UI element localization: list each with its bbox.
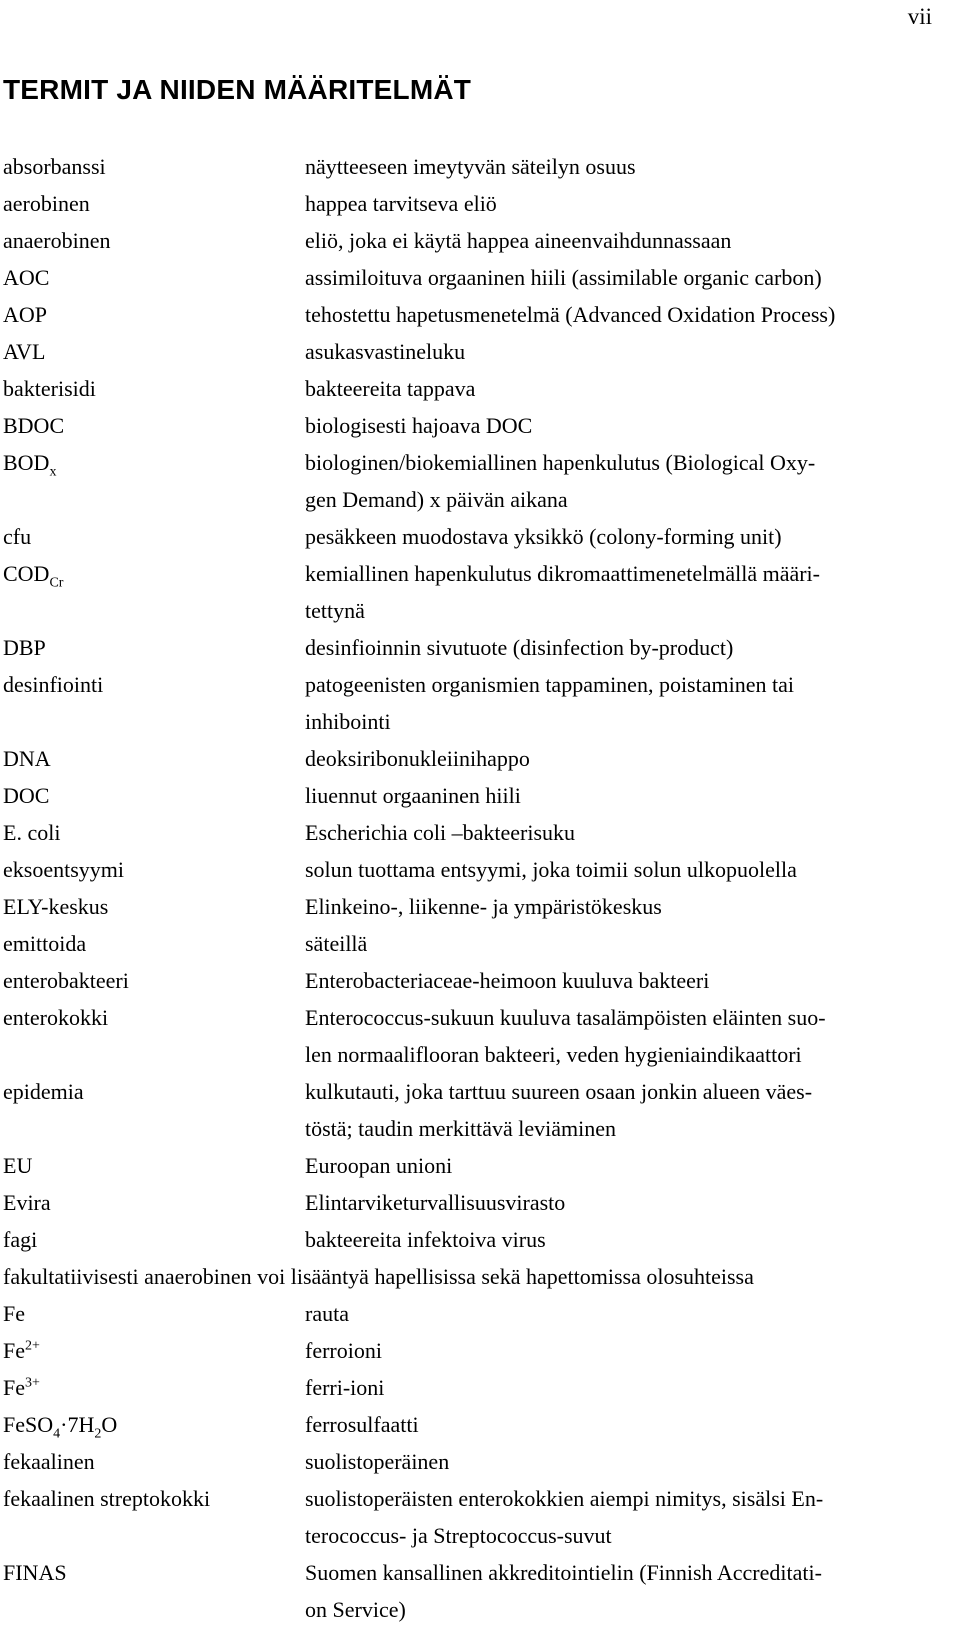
glossary-term bbox=[3, 555, 305, 629]
glossary-term: bakterisidi bbox=[3, 376, 96, 401]
glossary-term: ELY-keskus bbox=[3, 894, 109, 919]
definition-line: säteillä bbox=[305, 931, 368, 956]
term-text: COD bbox=[3, 561, 50, 586]
glossary-entry bbox=[3, 1443, 933, 1480]
term-text: Fe bbox=[3, 1338, 25, 1363]
definition-line: eliö, joka ei käytä happea aineenvaihdunnassaan bbox=[305, 228, 732, 253]
glossary-definition bbox=[305, 1147, 933, 1184]
glossary-term: eksoentsyymi bbox=[3, 857, 124, 882]
glossary-entry bbox=[3, 1221, 933, 1258]
glossary-term: absorbanssi bbox=[3, 154, 106, 179]
page-heading: TERMIT JA NIIDEN MÄÄRITELMÄT bbox=[3, 74, 472, 105]
term-subscript: 2 bbox=[94, 1426, 102, 1442]
glossary-term: DBP bbox=[3, 635, 46, 660]
glossary-definition bbox=[305, 1480, 933, 1554]
glossary-definition bbox=[305, 1184, 933, 1221]
glossary-term: DNA bbox=[3, 746, 51, 771]
glossary-definition bbox=[305, 888, 933, 925]
term-superscript: 3+ bbox=[25, 1375, 40, 1391]
glossary-term: E. coli bbox=[3, 820, 61, 845]
glossary-entry bbox=[3, 222, 933, 259]
definition-line: Suomen kansallinen akkreditointielin (Finnish Accreditati- bbox=[305, 1560, 822, 1585]
term-superscript: 2+ bbox=[25, 1338, 40, 1354]
glossary-term: enterobakteeri bbox=[3, 968, 129, 993]
glossary-definition bbox=[305, 962, 933, 999]
glossary-entry bbox=[3, 925, 933, 962]
definition-line: pesäkkeen muodostava yksikkö (colony-forming unit) bbox=[305, 524, 782, 549]
glossary-entry bbox=[3, 962, 933, 999]
glossary-entry bbox=[3, 851, 933, 888]
glossary-entry bbox=[3, 814, 933, 851]
glossary-term: fekaalinen streptokokki bbox=[3, 1486, 211, 1511]
definition-line: happea tarvitseva eliö bbox=[305, 191, 497, 216]
definition-line: on Service) bbox=[305, 1597, 406, 1622]
glossary-entry bbox=[3, 259, 933, 296]
glossary-full-line: fakultatiivisesti anaerobinen voi lisääntyä hapellisissa sekä hapettomissa olosuhteissa bbox=[3, 1264, 754, 1289]
glossary-entry bbox=[3, 1480, 933, 1554]
glossary-entry bbox=[3, 629, 933, 666]
glossary-term: emittoida bbox=[3, 931, 87, 956]
glossary-definition: suolistoperäinen bbox=[305, 1449, 450, 1474]
glossary-entry bbox=[3, 1184, 933, 1221]
definition-line: biologisesti hajoava DOC bbox=[305, 413, 533, 438]
glossary-entry bbox=[3, 1073, 933, 1147]
glossary-term: cfu bbox=[3, 524, 32, 549]
definition-line: assimiloituva orgaaninen hiili (assimilable organic carbon) bbox=[305, 265, 822, 290]
glossary-term: Fe bbox=[3, 1301, 25, 1326]
glossary-entry bbox=[3, 777, 933, 814]
glossary-definition bbox=[305, 185, 933, 222]
glossary-term: AOC bbox=[3, 265, 50, 290]
definition-line: töstä; taudin merkittävä leviäminen bbox=[305, 1116, 616, 1141]
glossary-term bbox=[3, 1369, 305, 1406]
term-text: BOD bbox=[3, 450, 50, 475]
glossary-entry bbox=[3, 333, 933, 370]
glossary-definition bbox=[305, 777, 933, 814]
glossary-definition bbox=[305, 259, 933, 296]
definition-line: näytteeseen imeytyvän säteilyn osuus bbox=[305, 154, 636, 179]
definition-line: Euroopan unioni bbox=[305, 1153, 453, 1178]
glossary-term: FINAS bbox=[3, 1560, 67, 1585]
definition-line: tehostettu hapetusmenetelmä (Advanced Oxidation Process) bbox=[305, 302, 836, 327]
term-subscript: Cr bbox=[49, 575, 64, 591]
definition-line: asukasvastineluku bbox=[305, 339, 466, 364]
glossary-definition bbox=[305, 666, 933, 740]
glossary-definition bbox=[305, 555, 933, 629]
definition-line: tettynä bbox=[305, 598, 365, 623]
definition-line: Elintarviketurvallisuusvirasto bbox=[305, 1190, 566, 1215]
glossary-term: BDOC bbox=[3, 413, 65, 438]
glossary-entry bbox=[3, 1295, 933, 1332]
definition-line: liuennut orgaaninen hiili bbox=[305, 783, 521, 808]
glossary-entry bbox=[3, 185, 933, 222]
glossary-entry bbox=[3, 518, 933, 555]
definition-line: len normaaliflooran bakteeri, veden hygieniaindikaattori bbox=[305, 1042, 802, 1067]
glossary-definition bbox=[305, 851, 933, 888]
glossary-definition bbox=[305, 370, 933, 407]
term-subscript: 4 bbox=[53, 1426, 61, 1442]
glossary-term: aerobinen bbox=[3, 191, 90, 216]
page-number: vii bbox=[907, 4, 932, 29]
glossary-definition bbox=[305, 333, 933, 370]
term-subscript: x bbox=[49, 464, 57, 480]
glossary-term: fekaalinen bbox=[3, 1449, 95, 1474]
definition-line: desinfioinnin sivutuote (disinfection by-product) bbox=[305, 635, 734, 660]
glossary-entry bbox=[3, 1369, 933, 1406]
glossary-entry bbox=[3, 555, 933, 629]
glossary-term bbox=[3, 1332, 305, 1369]
definition-line: Enterococcus-sukuun kuuluva tasalämpöisten eläinten suo- bbox=[305, 1005, 826, 1030]
definition-line: bakteereita tappava bbox=[305, 376, 476, 401]
glossary-definition: ferrosulfaatti bbox=[305, 1412, 419, 1437]
glossary-entry bbox=[3, 1554, 933, 1628]
glossary-entry bbox=[3, 407, 933, 444]
glossary-definition bbox=[305, 999, 933, 1073]
glossary-term: desinfiointi bbox=[3, 672, 104, 697]
definition-line: terococcus- ja Streptococcus-suvut bbox=[305, 1523, 612, 1548]
glossary-entry bbox=[3, 1406, 933, 1443]
definition-line: Elinkeino-, liikenne- ja ympäristökeskus bbox=[305, 894, 662, 919]
definition-line: biologinen/biokemiallinen hapenkulutus (Biological Oxy- bbox=[305, 450, 816, 475]
definition-line: gen Demand) x päivän aikana bbox=[305, 487, 568, 512]
glossary-term bbox=[3, 1406, 305, 1443]
definition-line: Escherichia coli –bakteerisuku bbox=[305, 820, 576, 845]
glossary-term: enterokokki bbox=[3, 1005, 109, 1030]
definition-line: deoksiribonukleiinihappo bbox=[305, 746, 530, 771]
glossary-definition bbox=[305, 407, 933, 444]
definition-line: inhibointi bbox=[305, 709, 391, 734]
glossary-entry bbox=[3, 999, 933, 1073]
glossary-entry bbox=[3, 1147, 933, 1184]
glossary-entry bbox=[3, 444, 933, 518]
glossary-entry bbox=[3, 888, 933, 925]
glossary-entry bbox=[3, 666, 933, 740]
glossary-list bbox=[3, 148, 933, 1628]
glossary-entry bbox=[3, 740, 933, 777]
glossary-entry bbox=[3, 148, 933, 185]
definition-line: kulkutauti, joka tarttuu suureen osaan jonkin alueen väes- bbox=[305, 1079, 813, 1104]
glossary-definition: ferri-ioni bbox=[305, 1375, 385, 1400]
glossary-term: AVL bbox=[3, 339, 46, 364]
glossary-term: EU bbox=[3, 1153, 33, 1178]
glossary-entry bbox=[3, 1332, 933, 1369]
glossary-definition bbox=[305, 296, 933, 333]
glossary-definition bbox=[305, 222, 933, 259]
glossary-definition bbox=[305, 740, 933, 777]
glossary-entry bbox=[3, 370, 933, 407]
definition-line: solun tuottama entsyymi, joka toimii solun ulkopuolella bbox=[305, 857, 797, 882]
definition-line: suolistoperäisten enterokokkien aiempi nimitys, sisälsi En- bbox=[305, 1486, 824, 1511]
definition-line: kemiallinen hapenkulutus dikromaattimenetelmällä määri- bbox=[305, 561, 820, 586]
glossary-term: Evira bbox=[3, 1190, 51, 1215]
glossary-entry bbox=[3, 296, 933, 333]
glossary-definition bbox=[305, 1221, 933, 1258]
glossary-term: AOP bbox=[3, 302, 48, 327]
glossary-definition bbox=[305, 1073, 933, 1147]
definition-line: patogeenisten organismien tappaminen, poistaminen tai bbox=[305, 672, 794, 697]
glossary-term: fagi bbox=[3, 1227, 38, 1252]
term-text: O bbox=[101, 1412, 118, 1437]
glossary-definition bbox=[305, 629, 933, 666]
glossary-definition bbox=[305, 814, 933, 851]
glossary-definition bbox=[305, 925, 933, 962]
glossary-term: epidemia bbox=[3, 1079, 84, 1104]
term-text: FeSO bbox=[3, 1412, 54, 1437]
term-text: ·7H bbox=[60, 1412, 95, 1437]
glossary-term bbox=[3, 444, 305, 518]
glossary-definition bbox=[305, 518, 933, 555]
glossary-definition bbox=[305, 148, 933, 185]
glossary-definition bbox=[305, 444, 933, 518]
definition-line: bakteereita infektoiva virus bbox=[305, 1227, 546, 1252]
glossary-definition bbox=[305, 1554, 933, 1628]
glossary-definition: rauta bbox=[305, 1301, 349, 1326]
glossary-term: DOC bbox=[3, 783, 50, 808]
definition-line: Enterobacteriaceae-heimoon kuuluva bakteeri bbox=[305, 968, 710, 993]
term-text: Fe bbox=[3, 1375, 25, 1400]
glossary-term: anaerobinen bbox=[3, 228, 111, 253]
glossary-definition: ferroioni bbox=[305, 1338, 382, 1363]
